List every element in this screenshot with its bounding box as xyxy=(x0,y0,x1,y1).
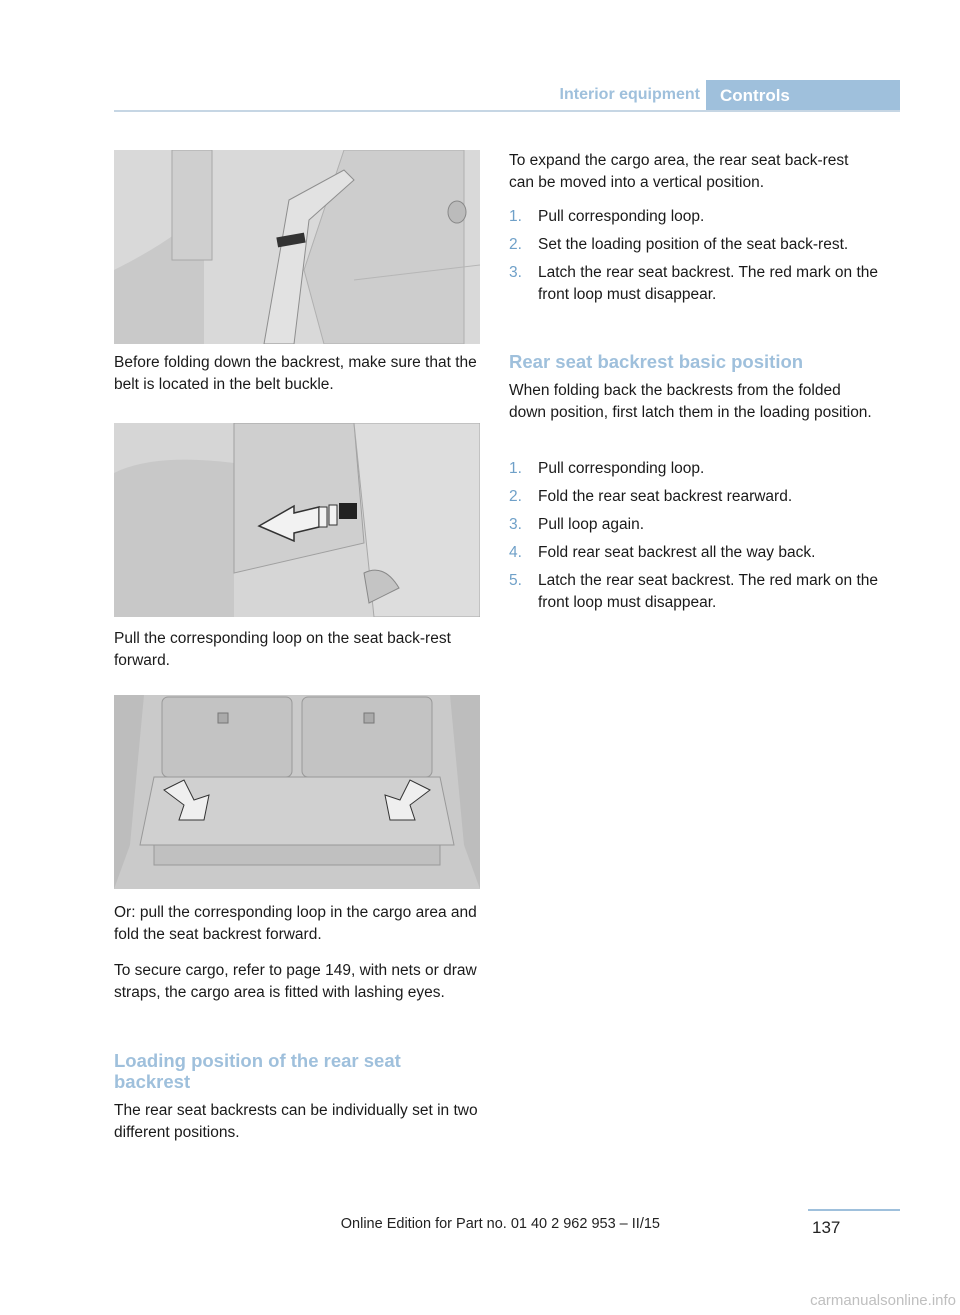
header-chapter-tab: Controls xyxy=(706,80,900,111)
figure-backrest-loop xyxy=(114,423,480,617)
step-number: 1. xyxy=(509,208,522,225)
list-item xyxy=(509,570,889,614)
seat-belt-illustration xyxy=(114,150,480,344)
paragraph-expand-cargo: To expand the cargo area, the rear seat back-rest can be moved into a vertical position. xyxy=(509,152,849,191)
caption-backrest-loop: Pull the corresponding loop on the seat back-rest forward. xyxy=(114,630,451,669)
caption-belt-buckle: Before folding down the backrest, make sure that the belt is located in the belt buckle. xyxy=(114,354,477,393)
step-number: 2. xyxy=(509,236,522,253)
list-item xyxy=(509,486,889,508)
page-number: 137 xyxy=(812,1218,841,1237)
step-number: 2. xyxy=(509,488,522,505)
figure-cargo-area xyxy=(114,695,480,889)
footer-edition: Online Edition for Part no. 01 40 2 962 953 – II/15 xyxy=(340,1216,660,1232)
step-number: 3. xyxy=(509,516,522,533)
steps-basic-position xyxy=(509,458,889,620)
step-text: Fold the rear seat backrest rearward. xyxy=(538,488,793,505)
step-text: Latch the rear seat backrest. The red mark on the front loop must disappear. xyxy=(538,572,879,611)
step-number: 4. xyxy=(509,544,522,561)
paragraph-secure-cargo: To secure cargo, refer to page 149, with nets or draw straps, the cargo area is fitted with lashing eyes. xyxy=(114,962,477,1001)
heading-basic-position: Rear seat backrest basic position xyxy=(509,351,804,372)
list-item xyxy=(509,514,889,536)
watermark: carmanualsonline.info xyxy=(810,1292,956,1309)
heading-loading-position: Loading position of the rear seat backrest xyxy=(114,1050,401,1092)
caption-cargo-area: Or: pull the corresponding loop in the cargo area and fold the seat backrest forward. xyxy=(114,904,477,943)
step-number: 5. xyxy=(509,572,522,589)
step-text: Pull corresponding loop. xyxy=(538,460,705,477)
step-number: 3. xyxy=(509,264,522,281)
figure-seat-belt-buckle xyxy=(114,150,480,344)
step-text: Pull corresponding loop. xyxy=(538,208,705,225)
backrest-loop-illustration xyxy=(114,423,480,617)
step-text: Fold rear seat backrest all the way back. xyxy=(538,544,816,561)
paragraph-loading-position: The rear seat backrests can be individually set in two different positions. xyxy=(114,1102,478,1141)
list-item xyxy=(509,542,889,564)
list-item xyxy=(509,234,889,256)
cargo-area-illustration xyxy=(114,695,480,889)
steps-loading-position xyxy=(509,206,889,312)
step-text: Set the loading position of the seat back-rest. xyxy=(538,236,849,253)
step-number: 1. xyxy=(509,460,522,477)
header-section-title: Interior equipment xyxy=(559,86,700,103)
paragraph-basic-position: When folding back the backrests from the folded down position, first latch them in the loading position. xyxy=(509,382,872,421)
list-item xyxy=(509,206,889,228)
list-item xyxy=(509,262,889,306)
list-item xyxy=(509,458,889,480)
step-text: Latch the rear seat backrest. The red mark on the front loop must disappear. xyxy=(538,264,879,303)
header-divider xyxy=(114,110,900,112)
footer-divider xyxy=(808,1209,900,1211)
step-text: Pull loop again. xyxy=(538,516,644,533)
